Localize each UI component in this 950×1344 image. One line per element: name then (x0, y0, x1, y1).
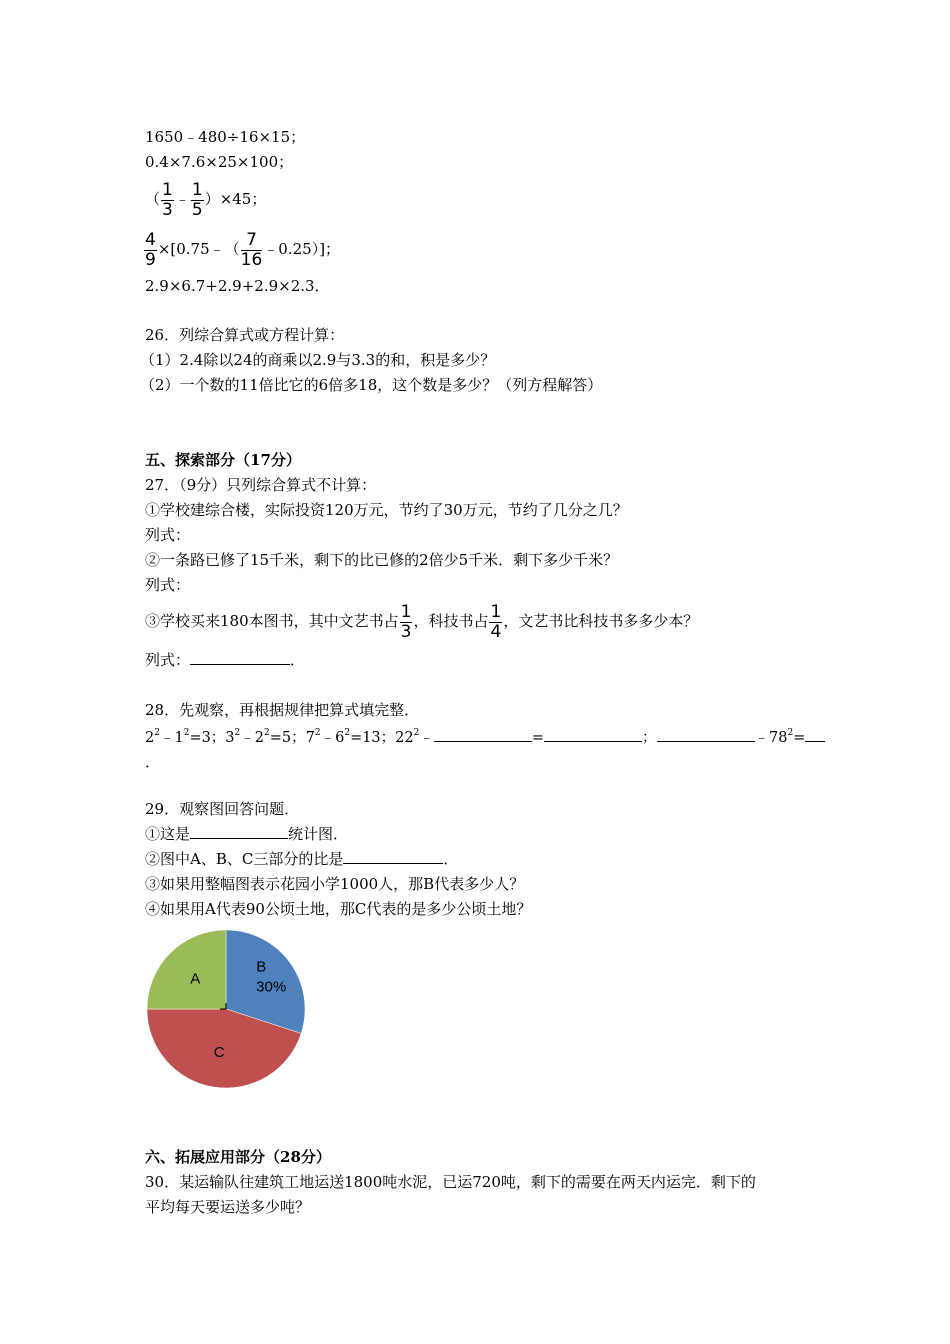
q27-formula-label-2: 列式： (145, 576, 191, 594)
fraction: $\frac{7}{16}$ (240, 229, 263, 270)
fraction: $\frac{1}{3}$ (400, 601, 412, 642)
answer-blank[interactable] (434, 727, 532, 742)
q27-answer-line: 列式： ． (145, 651, 306, 669)
q25-line3 (145, 179, 266, 219)
answer-blank[interactable] (544, 727, 642, 742)
q25-line5: 2.9×6.7+2.9+2.9×2.3． (145, 277, 330, 295)
q29-title: 29．观察图回答问题． (145, 800, 300, 818)
pie-slice-a (147, 930, 226, 1009)
q29-item2: ②图中A、B、C三部分的比是 ． (145, 850, 459, 868)
q25-line1: 1650﹣480÷16×15； (145, 128, 306, 146)
answer-blank[interactable] (190, 824, 288, 839)
q30-line1: 30．某运输队往建筑工地运送1800吨水泥，已运720吨，剩下的需要在两天内运完．剩下的 (145, 1173, 756, 1191)
q25-line3-minus: ﹣ (174, 190, 190, 208)
fraction: $\frac{1}{4}$ (490, 601, 502, 642)
fraction: $\frac{1}{3}$ (162, 179, 173, 220)
answer-blank[interactable] (657, 727, 755, 742)
section6-heading: 六、拓展应用部分（28分） (145, 1148, 331, 1166)
q25-line2: 0.4×7.6×25×100； (145, 153, 294, 171)
q28-title: 28．先观察，再根据规律把算式填完整． (145, 701, 420, 719)
q25-line3-open: （ (145, 190, 161, 208)
q29-item4: ④如果用A代表90公顷土地，那C代表的是多少公顷土地？ (145, 900, 532, 918)
fraction: $\frac{1}{5}$ (191, 179, 203, 220)
pie-label-b: B (256, 958, 267, 976)
pie-label-c: C (213, 1043, 225, 1061)
q27-item1: ①学校建综合楼，实际投资120万元，节约了30万元，节约了几分之几？ (145, 501, 628, 519)
answer-blank[interactable] (343, 849, 443, 864)
answer-blank[interactable] (805, 727, 825, 742)
q28-trailing-period: ． (145, 753, 161, 771)
q29-item3: ③如果用整幅图表示花园小学1000人，那B代表多少人？ (145, 875, 525, 893)
pie-chart (140, 925, 315, 1095)
section5-heading: 五、探索部分（17分） (145, 451, 301, 469)
q27-title: 27．（9分）只列综合算式不计算： (145, 476, 377, 494)
pie-percent-label-b: 30% (256, 978, 287, 996)
q25-line3-close: ）×45； (204, 190, 267, 208)
fraction: $\frac{4}{9}$ (145, 229, 156, 270)
answer-blank[interactable] (190, 650, 290, 665)
q29-item1: ①这是 统计图． (145, 825, 349, 843)
pie-label-a: A (190, 970, 201, 988)
q27-formula-label-1: 列式： (145, 526, 191, 544)
q26-part1: （1）2.4除以24的商乘以2.9与3.3的和，积是多少？ (140, 351, 496, 369)
q26-part2: （2）一个数的11倍比它的6倍多18，这个数是多少？（列方程解答） (140, 376, 603, 394)
q27-item2: ②一条路已修了15千米，剩下的比已修的2倍少5千米．剩下多少千米？ (145, 551, 619, 569)
q28-pattern: $2^2﹣1^2=3$；$3^2﹣2^2=5$；$7^2﹣6^2=13$；$22^2﹣$ = ； $﹣78^2=$ (145, 727, 825, 748)
q25-line4 (145, 229, 340, 269)
q25-line4-mid: ×[0.75﹣（ (157, 240, 240, 258)
q25-line4-close: ﹣0.25）]； (263, 240, 341, 258)
q26-title: 26．列综合算式或方程计算： (145, 326, 345, 344)
q27-item3: ③学校买来180本图书，其中文艺书占 $\frac{1}{3}$ ，科技书占 $\frac{1}{4}$ ，文艺书比科技书多多少本？ (145, 601, 699, 642)
q30-line2: 平均每天要运送多少吨？ (145, 1198, 311, 1216)
